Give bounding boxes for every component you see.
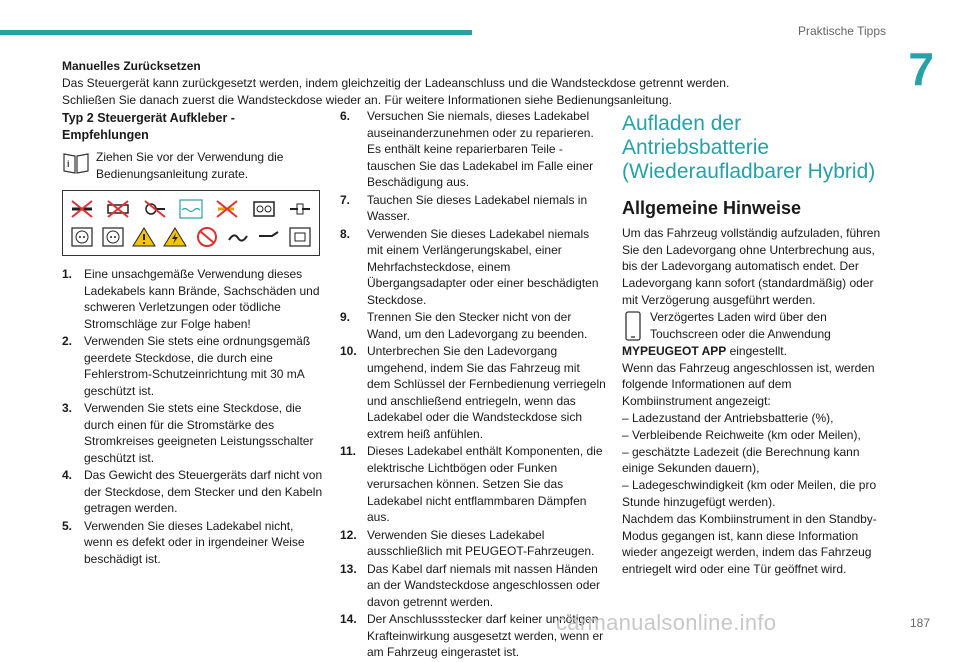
circuit-breaker-socket-icon xyxy=(100,226,126,248)
list-item: 7. Tauchen Sie dieses Ladekabel niemals in Wasser. xyxy=(340,192,588,223)
plug-disconnect-icon xyxy=(287,198,313,220)
sticker-list-a xyxy=(62,266,324,567)
list-item: 10. Unterbrechen Sie den Ladevorgang umgehend, indem Sie das Fahrzeug mit dem Schlüssel der Fernbedienung verriegeln und anschließend entriegeln, wenn das Ladekabel oder die Wandsteckdose sich extrem heiß anfühlen. xyxy=(340,344,606,441)
header-title: Praktische Tipps xyxy=(797,24,886,38)
list-item: 12. Verwenden Sie dieses Ladekabel ausschließlich mit PEUGEOT-Fahrzeugen. xyxy=(340,527,595,558)
sticker-heading: Typ 2 Steuergerät Aufkleber - Empfehlungen xyxy=(62,111,235,142)
app-line xyxy=(622,343,884,360)
charging-paragraph-3: Nachdem das Kombiinstrument in den Standby-Modus gegangen ist, kann diese Information wieder angezeigt werden, indem das Fahrzeug entriegelt wird oder eine Tür geöffnet wird. xyxy=(622,511,877,577)
no-adapter-icon xyxy=(142,198,168,220)
list-item: 5. Verwenden Sie dieses Ladekabel nicht, wenn es defekt oder in irgendeiner Weise beschädigt ist. xyxy=(62,518,305,566)
list-item: 9. Trennen Sie den Stecker nicht von der Wand, um den Ladevorgang zu beenden. xyxy=(340,310,588,341)
no-unplug-icon xyxy=(214,198,240,220)
peugeot-only-icon xyxy=(287,226,313,248)
list-item: 14. Der Anschlussstecker darf keiner unnötigen Krafteinwirkung ausgesetzt werden, wenn er am Fahrzeug eingerastet ist. xyxy=(340,612,604,659)
caution-triangle-icon xyxy=(131,226,157,248)
no-force-icon xyxy=(256,226,282,248)
header-accent-bar xyxy=(0,30,472,35)
no-repair-icon xyxy=(194,226,220,248)
electric-shock-icon xyxy=(162,226,188,248)
section-title: Aufladen der Antriebsbatterie (Wiederaufladbarer Hybrid) xyxy=(622,112,876,183)
manual-note xyxy=(62,149,324,182)
smartphone-icon xyxy=(622,311,644,343)
column-1 xyxy=(62,110,324,568)
list-item: 6. Versuchen Sie niemals, dieses Ladekabel auseinanderzunehmen oder zu reparieren. Es enthält keine reparierbaren Teile - tauschen Sie das Ladekabel im Falle einer Beschädigung aus. xyxy=(340,109,594,189)
manual-note-text: Ziehen Sie vor der Verwendung die Bedienungsanleitung zurate. xyxy=(96,150,284,181)
sticker-list-b xyxy=(340,108,606,661)
app-suffix: eingestellt. xyxy=(726,343,787,358)
no-water-icon xyxy=(178,198,204,220)
intro-line-1: Das Steuergerät kann zurückgesetzt werden, indem gleichzeitig der Ladeanschluss und die Wandsteckdose getrennt werden. xyxy=(62,76,730,90)
no-multi-socket-icon xyxy=(105,198,131,220)
warning-symbols-panel xyxy=(62,190,320,256)
info-bullet: – Ladezustand der Antriebsbatterie (%), xyxy=(622,410,834,425)
list-item: 11. Dieses Ladekabel enthält Komponenten, die elektrische Lichtbögen oder Funken verursachen können. Setzen Sie das Ladekabel nicht entflammbaren Dämpfen aus. xyxy=(340,444,603,524)
svg-text:i: i xyxy=(67,159,70,169)
app-name: MYPEUGEOT APP xyxy=(622,343,727,358)
grounded-socket-icon xyxy=(69,226,95,248)
warning-row-1 xyxy=(69,195,313,223)
list-item: 8. Verwenden Sie dieses Ladekabel niemals mit einem Verlängerungskabel, einer Mehrfachsteckdose, einem Übergangsadapter oder einer beschädigten Steckdose. xyxy=(340,226,599,307)
charging-paragraph-1: Um das Fahrzeug vollständig aufzuladen, führen Sie den Ladevorgang ohne Unterbrechung aus, bis der Ladevorgang automatisch endet. Der Ladevorgang kann sofort (standardmäßig) oder mit Verzögerung ausgeführt werden. xyxy=(622,225,881,307)
general-notes-heading: Allgemeine Hinweise xyxy=(622,198,802,218)
info-bullet: – Verbleibende Reichweite (km oder Meilen), xyxy=(622,427,861,442)
intro-line-2: Schließen Sie danach zuerst die Wandsteckdose wieder an. Für weitere Informationen siehe Bedienungsanleitung. xyxy=(62,93,672,107)
no-car-icon xyxy=(251,198,277,220)
intro-heading: Manuelles Zurücksetzen xyxy=(62,59,201,73)
warning-row-2 xyxy=(69,223,313,251)
open-book-icon xyxy=(62,151,90,175)
page-number: 187 xyxy=(909,616,930,630)
no-extension-cable-icon xyxy=(69,198,95,220)
charging-paragraph-2: Wenn das Fahrzeug angeschlossen ist, werden folgende Informationen auf dem Kombiinstrument angezeigt: xyxy=(622,360,875,409)
column-3 xyxy=(622,112,884,578)
list-item: 4. Das Gewicht des Steuergeräts darf nicht von der Steckdose, dem Stecker und den Kabeln getragen werden. xyxy=(62,468,323,515)
no-wet-hands-icon xyxy=(225,226,251,248)
delayed-charging-text: Verzögertes Laden wird über den Touchscreen oder die Anwendung xyxy=(650,309,831,341)
list-item: 2. Verwenden Sie stets eine ordnungsgemäß geerdete Steckdose, die durch eine Fehlerstrom-Schutzeinrichtung mit 30 mA geschützt ist. xyxy=(62,334,311,398)
chapter-number: 7 xyxy=(908,43,934,95)
list-item: 13. Das Kabel darf niemals mit nassen Händen an der Wandsteckdose angeschlossen oder davon getrennt werden. xyxy=(340,561,601,609)
column-2 xyxy=(340,108,606,662)
delayed-charging-note xyxy=(622,309,884,343)
watermark-logo: carmanualsonline.info xyxy=(556,610,777,635)
info-bullet: – geschätzte Ladezeit (die Berechnung kann einige Sekunden dauern), xyxy=(622,444,860,476)
intro-section xyxy=(62,58,892,109)
info-bullet: – Ladegeschwindigkeit (km oder Meilen, die pro Stunde hinzugefügt werden). xyxy=(622,478,877,509)
list-item: 1. Eine unsachgemäße Verwendung dieses Ladekabels kann Brände, Sachschäden und schweren Verletzungen oder tödliche Stromschläge zur Folge haben! xyxy=(62,267,320,331)
list-item: 3. Verwenden Sie stets eine Steckdose, die durch einen für die Stromstärke des Stromkreises geeigneten Leistungsschalter geschützt ist. xyxy=(62,401,314,465)
